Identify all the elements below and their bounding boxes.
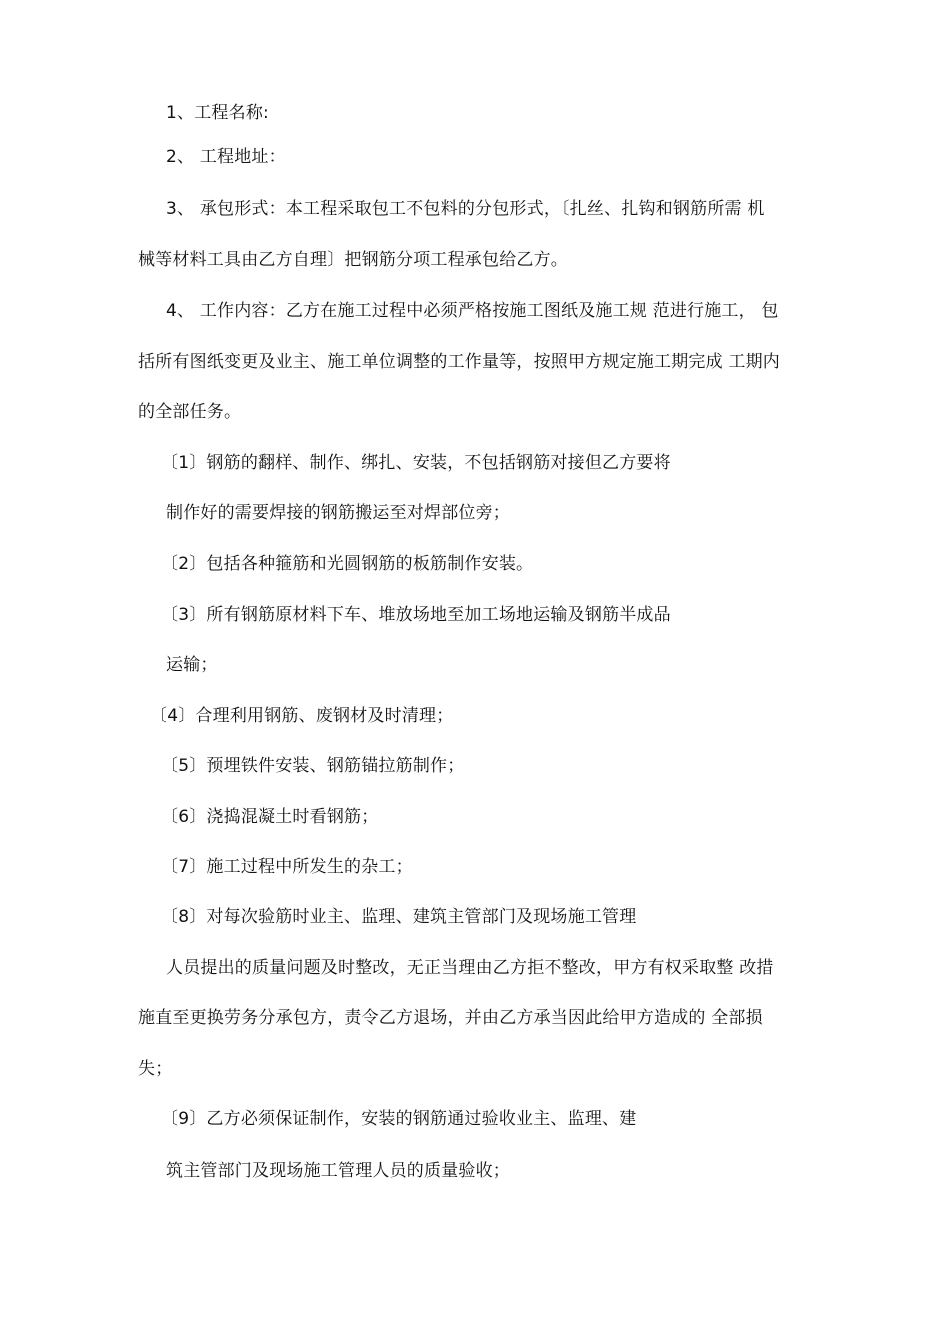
sub-item-7: 〔7〕施工过程中所发生的杂工； bbox=[161, 857, 413, 877]
item-2-project-address: 2、 工程地址： bbox=[166, 147, 286, 167]
sub-item-9-cont: 筑主管部门及现场施工管理人员的质量验收； bbox=[166, 1161, 510, 1181]
item-3-contract-form-cont: 械等材料工具由乙方自理〕把钢筋分项工程承包给乙方。 bbox=[138, 250, 568, 270]
sub-item-8-cont-2: 施直至更换劳务分承包方，责令乙方退场，并由乙方承当因此给甲方造成的 全部损 bbox=[138, 1008, 763, 1028]
item-4-work-content-cont-2: 的全部任务。 bbox=[138, 402, 242, 422]
sub-item-3-cont: 运输； bbox=[166, 655, 218, 675]
sub-item-5: 〔5〕预埋铁件安装、钢筋锚拉筋制作； bbox=[161, 756, 465, 776]
item-4-work-content-cont-1: 括所有图纸变更及业主、施工单位调整的工作量等，按照甲方规定施工期完成 工期内 bbox=[138, 352, 781, 372]
sub-item-1: 〔1〕钢筋的翻样、制作、绑扎、安装，不包括钢筋对接但乙方要将 bbox=[161, 453, 671, 473]
sub-item-1-cont: 制作好的需要焊接的钢筋搬运至对焊部位旁； bbox=[166, 503, 510, 523]
sub-item-9: 〔9〕乙方必须保证制作，安装的钢筋通过验收业主、监理、建 bbox=[161, 1109, 637, 1129]
sub-item-4: 〔4〕合理利用钢筋、废钢材及时清理； bbox=[150, 706, 454, 726]
item-4-work-content: 4、 工作内容：乙方在施工过程中必须严格按施工图纸及施工规 范进行施工， 包 bbox=[166, 301, 779, 321]
sub-item-3: 〔3〕所有钢筋原材料下车、堆放场地至加工场地运输及钢筋半成品 bbox=[161, 605, 671, 625]
sub-item-8-cont-3: 失； bbox=[138, 1059, 173, 1079]
sub-item-8-cont-1: 人员提出的质量问题及时整改，无正当理由乙方拒不整改，甲方有权采取整 改措 bbox=[166, 958, 774, 978]
sub-item-6: 〔6〕浇捣混凝土时看钢筋； bbox=[161, 807, 379, 827]
sub-item-2: 〔2〕包括各种箍筋和光圆钢筋的板筋制作安装。 bbox=[161, 554, 534, 574]
item-1-project-name: 1、工程名称: bbox=[166, 103, 269, 123]
sub-item-8: 〔8〕对每次验筋时业主、监理、建筑主管部门及现场施工管理 bbox=[161, 907, 637, 927]
item-3-contract-form: 3、 承包形式：本工程采取包工不包料的分包形式，〔扎丝、扎钩和钢筋所需 机 bbox=[166, 199, 765, 219]
